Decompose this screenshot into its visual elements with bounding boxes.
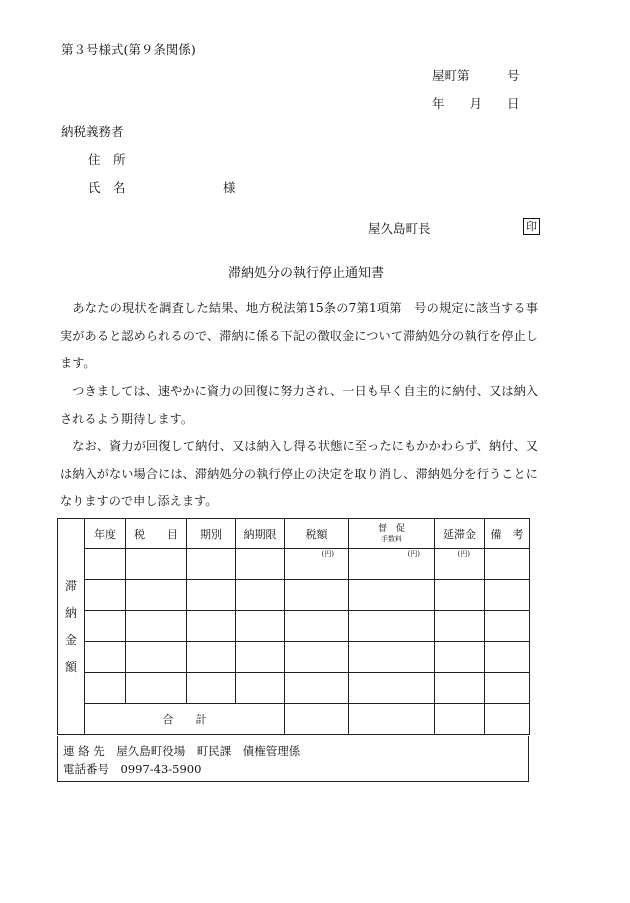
cell-tax-item[interactable] — [126, 580, 187, 611]
document-title: 滞納処分の執行停止通知書 — [228, 266, 385, 281]
cell-late-fee[interactable] — [435, 611, 485, 642]
cell-deadline[interactable] — [236, 642, 285, 673]
total-row — [58, 704, 530, 735]
side-label-char: 滞 — [64, 578, 77, 593]
cell-tax-amount[interactable] — [285, 611, 349, 642]
table-row — [58, 642, 530, 673]
cell-period[interactable] — [187, 642, 236, 673]
cell-tax-amount[interactable] — [285, 642, 349, 673]
name-label: 氏 名 — [88, 180, 126, 195]
table-row — [58, 580, 530, 611]
cell-period[interactable] — [187, 580, 236, 611]
header-period: 期別 — [187, 519, 236, 549]
cell-tax-amount[interactable] — [285, 673, 349, 704]
side-label-char: 額 — [64, 659, 77, 674]
cell-year[interactable] — [85, 642, 126, 673]
header-late-fee: 延滞金 — [435, 519, 485, 549]
cell-remarks[interactable] — [485, 673, 530, 704]
cell-year[interactable] — [85, 549, 126, 580]
cell-total-tax-amount[interactable] — [285, 704, 349, 735]
body-paragraph-3: なお、資力が回復して納付、又は納入し得る状態に至ったにもかかわらず、納付、又は納入がない場合には、滞納処分の執行停止の決定を取り消し、滞納処分を行うことになりますので申し添えます。 — [60, 439, 538, 508]
table-header-row — [58, 519, 530, 549]
contact-line: 連 絡 先 屋久島町役場 町民課 債権管理係 — [63, 744, 301, 758]
total-label: 合 計 — [85, 704, 285, 735]
issuer-name: 屋久島町長 — [368, 221, 431, 236]
honorific-sama: 様 — [223, 180, 236, 195]
cell-year[interactable] — [85, 611, 126, 642]
document-number: 屋町第 号 — [432, 68, 520, 83]
header-reminder-fee-top: 督 促 — [377, 523, 405, 534]
form-number: 第３号様式(第９条関係) — [61, 42, 196, 57]
unit-yen: (円) — [407, 550, 420, 558]
taxpayer-label: 納税義務者 — [61, 124, 124, 139]
header-reminder-fee — [349, 519, 435, 549]
cell-deadline[interactable] — [236, 549, 285, 580]
unit-yen: (円) — [321, 550, 334, 558]
cell-reminder-fee[interactable] — [349, 549, 435, 580]
cell-late-fee[interactable] — [435, 580, 485, 611]
cell-tax-item[interactable] — [126, 549, 187, 580]
cell-tax-amount[interactable] — [285, 580, 349, 611]
cell-tax-item[interactable] — [126, 642, 187, 673]
cell-remarks[interactable] — [485, 580, 530, 611]
cell-late-fee[interactable] — [435, 642, 485, 673]
table-row — [58, 673, 530, 704]
cell-reminder-fee[interactable] — [349, 580, 435, 611]
cell-deadline[interactable] — [236, 611, 285, 642]
seal-stamp: 印 — [523, 218, 540, 235]
cell-year[interactable] — [85, 580, 126, 611]
table-row — [58, 611, 530, 642]
cell-reminder-fee[interactable] — [349, 673, 435, 704]
arrears-table — [57, 518, 530, 735]
cell-tax-amount[interactable] — [285, 549, 349, 580]
cell-period[interactable] — [187, 611, 236, 642]
cell-tax-item[interactable] — [126, 673, 187, 704]
cell-remarks[interactable] — [485, 642, 530, 673]
unit-yen: (円) — [457, 550, 470, 558]
cell-reminder-fee[interactable] — [349, 642, 435, 673]
body-paragraph-2: つきましては、速やかに資力の回復に努力され、一日も早く自主的に納付、又は納入されるよう期待します。 — [60, 384, 538, 426]
header-deadline: 納期限 — [236, 519, 285, 549]
header-tax-item: 税 目 — [126, 519, 187, 549]
cell-deadline[interactable] — [236, 673, 285, 704]
header-tax-amount: 税額 — [285, 519, 349, 549]
issue-date: 年 月 日 — [432, 96, 520, 111]
cell-late-fee[interactable] — [435, 673, 485, 704]
header-reminder-fee-bottom: 手数料 — [381, 534, 402, 543]
header-remarks: 備 考 — [485, 519, 530, 549]
cell-tax-item[interactable] — [126, 611, 187, 642]
cell-total-remarks[interactable] — [485, 704, 530, 735]
cell-total-late-fee[interactable] — [435, 704, 485, 735]
cell-total-reminder-fee[interactable] — [349, 704, 435, 735]
cell-year[interactable] — [85, 673, 126, 704]
cell-deadline[interactable] — [236, 580, 285, 611]
cell-late-fee[interactable] — [435, 549, 485, 580]
side-label-char: 金 — [64, 632, 77, 647]
contact-box — [57, 736, 529, 782]
body-paragraph-1: あなたの現状を調査した結果、地方税法第15条の7第1項第 号の規定に該当する事実があると認められるので、滞納に係る下記の徴収金について滞納処分の執行を停止します。 — [60, 301, 538, 370]
address-label: 住 所 — [88, 152, 126, 167]
phone-line: 電話番号 0997-43-5900 — [63, 762, 202, 776]
side-label-char: 納 — [64, 605, 77, 620]
table-row — [58, 549, 530, 580]
cell-reminder-fee[interactable] — [349, 611, 435, 642]
cell-remarks[interactable] — [485, 549, 530, 580]
cell-period[interactable] — [187, 549, 236, 580]
cell-remarks[interactable] — [485, 611, 530, 642]
arrears-table-wrapper — [57, 518, 530, 735]
cell-period[interactable] — [187, 673, 236, 704]
header-year: 年度 — [85, 519, 126, 549]
side-label-cell — [58, 519, 85, 735]
